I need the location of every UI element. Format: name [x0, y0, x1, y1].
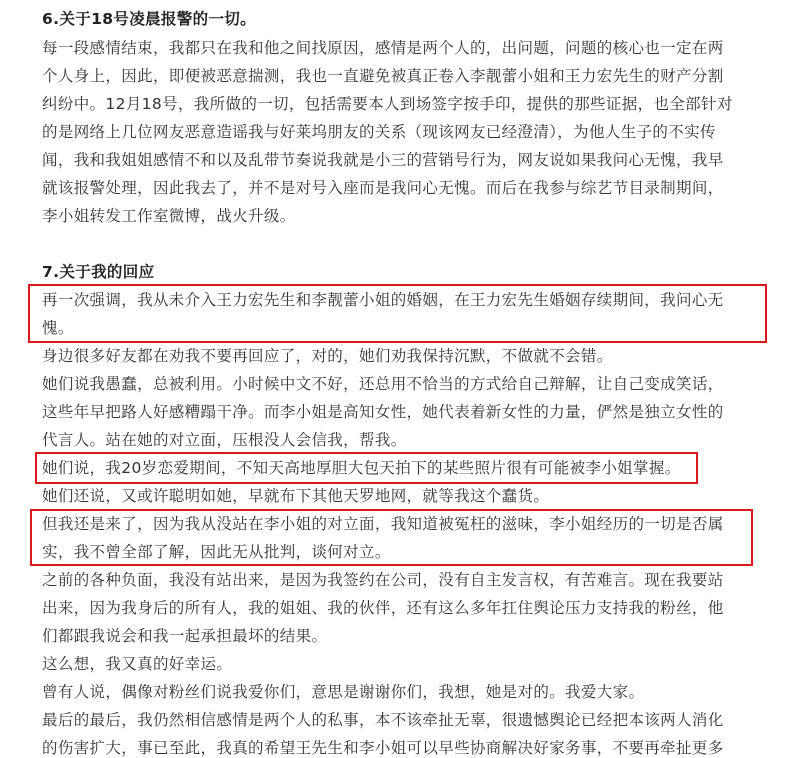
section-7-line-17: 的伤害扩大，事已至此，我真的希望王先生和李小姐可以早些协商解决好家务事，不要再牵扯更多	[42, 739, 724, 757]
section-6-line-5: 闻，我和我姐姐感情不和以及乱带节奏说我就是小三的营销号行为，网友说如果我问心无愧，我早	[42, 151, 724, 169]
section-6-line-1: 每一段感情结束，我都只在我和他之间找原因，感情是两个人的，出问题，问题的核心也一定在两	[42, 39, 724, 57]
section-7-line-2: 愧。	[42, 319, 74, 337]
section-6-line-2: 个人身上，因此，即便被恶意揣测，我也一直避免被真正卷入李靓蕾小姐和王力宏先生的财产分割	[42, 67, 724, 85]
section-7-line-10: 实，我不曾全部了解，因此无从批判，谈何对立。	[42, 543, 391, 561]
section-6-line-7: 李小姐转发工作室微博，战火升级。	[42, 207, 296, 225]
section-7-line-8: 她们还说，又或许聪明如她，早就布下其他天罗地网，就等我这个蠢货。	[42, 487, 550, 505]
section-6-line-6: 就该报警处理，因此我去了，并不是对号入座而是我问心无愧。而后在我参与综艺节目录制期间，	[42, 179, 724, 197]
section-7-heading: 7.关于我的回应	[42, 263, 155, 281]
section-7-line-4: 她们说我愚蠢，总被利用。小时候中文不好，还总用不恰当的方式给自己辩解，让自己变成笑话，	[42, 375, 724, 393]
section-7-line-1: 再一次强调，我从未介入王力宏先生和李靓蕾小姐的婚姻，在王力宏先生婚姻存续期间，我问心无	[42, 291, 724, 309]
section-6-line-4: 的是网络上几位网友恶意造谣我与好莱坞朋友的关系（现该网友已经澄清），为他人生子的不实传	[42, 123, 716, 141]
section-7-line-6: 代言人。站在她的对立面，压根没人会信我，帮我。	[42, 431, 407, 449]
section-7-line-9: 但我还是来了，因为我从没站在李小姐的对立面，我知道被冤枉的滋味，李小姐经历的一切是否属	[42, 515, 724, 533]
section-7-line-12: 出来，因为我身后的所有人，我的姐姐、我的伙伴，还有这么多年扛住舆论压力支持我的粉丝，他	[42, 599, 724, 617]
section-7-line-15: 曾有人说，偶像对粉丝们说我爱你们，意思是谢谢你们，我想，她是对的。我爱大家。	[42, 683, 645, 701]
section-7-line-13: 们都跟我说会和我一起承担最坏的结果。	[42, 627, 328, 645]
section-7-line-3: 身边很多好友都在劝我不要再回应了，对的，她们劝我保持沉默，不做就不会错。	[42, 347, 613, 365]
section-7-line-16: 最后的最后，我仍然相信感情是两个人的私事，本不该牵扯无辜，很遗憾舆论已经把本该两人消化	[42, 711, 724, 729]
section-7-line-11: 之前的各种负面，我没有站出来，是因为我签约在公司，没有自主发言权，有苦难言。现在我要站	[42, 571, 724, 589]
section-7-line-5: 这些年早把路人好感糟蹋干净。而李小姐是高知女性，她代表着新女性的力量，俨然是独立女性的	[42, 403, 724, 421]
section-7-line-7: 她们说，我20岁恋爱期间，不知天高地厚胆大包天拍下的某些照片很有可能被李小姐掌握。	[42, 459, 681, 477]
section-6-line-3: 纠纷中。12月18号，我所做的一切，包括需要本人到场签字按手印，提供的那些证据，也全部针对	[42, 95, 733, 113]
section-7-line-14: 这么想，我又真的好幸运。	[42, 655, 233, 673]
section-6-heading: 6.关于18号凌晨报警的一切。	[42, 10, 256, 28]
